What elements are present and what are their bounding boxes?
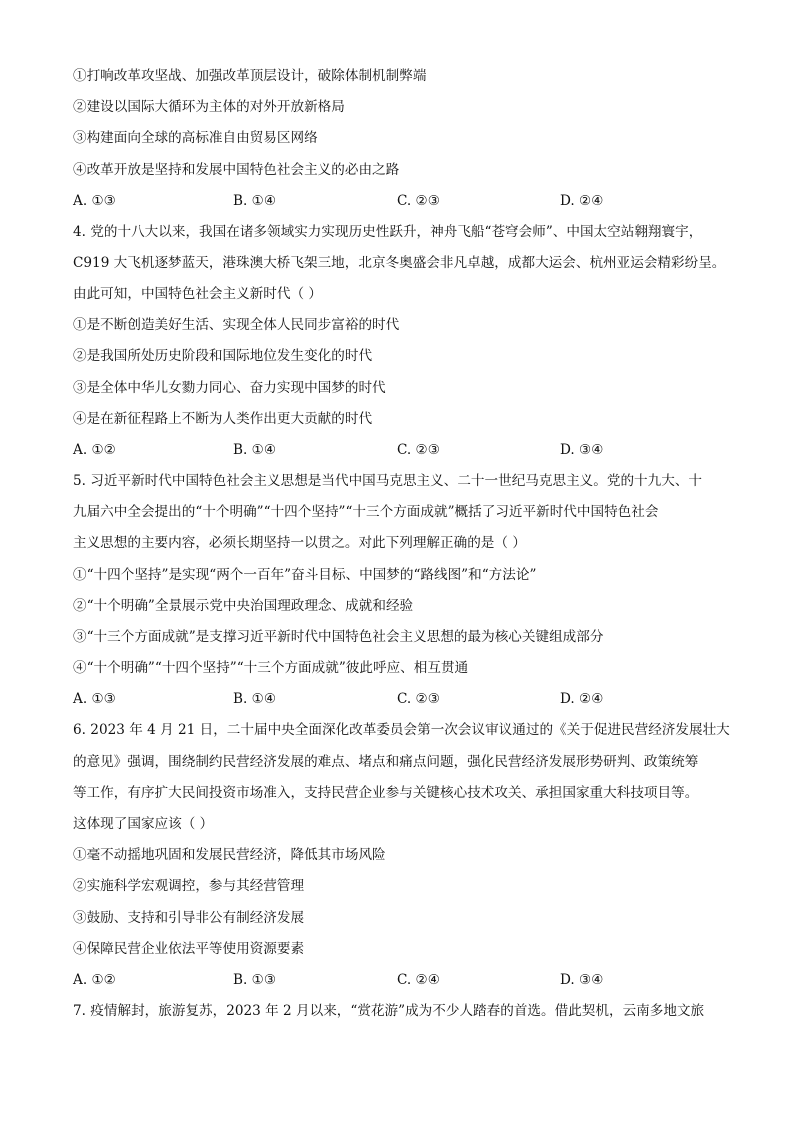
q5-item-3: ③“十三个方面成就”是支撑习近平新时代中国特色社会主义思想的最为核心关键组成部分: [73, 629, 604, 645]
q4-stem-line-1: 4. 党的十八大以来，我国在诸多领域实力实现历史性跃升，神舟飞船“苍穹会师”、中国太空站翱翔寰宇，: [73, 224, 703, 240]
q6-stem-line-2: 的意见》强调，围绕制约民营经济发展的难点、堵点和痛点问题，强化民营经济发展形势研判、政策统筹: [73, 754, 699, 770]
q6-stem-line-4: 这体现了国家应该（ ）: [73, 816, 214, 832]
q5-item-2: ②“十个明确”全景展示党中央治国理政理念、成就和经验: [73, 598, 414, 614]
q4-option-d: D. ③④: [560, 442, 604, 458]
q4-item-1: ①是不断创造美好生活、实现全体人民同步富裕的时代: [73, 317, 400, 333]
q3-item-2: ②建设以国际大循环为主体的对外开放新格局: [73, 99, 345, 115]
q5-item-1: ①“十四个坚持”是实现“两个一百年”奋斗目标、中国梦的“路线图”和“方法论”: [73, 567, 537, 583]
q4-stem-line-2: C919 大飞机逐梦蓝天，港珠澳大桥飞架三地，北京冬奥盛会非凡卓越，成都大运会、杭州亚运会精彩纷呈。: [73, 255, 726, 271]
q6-option-b: B. ①③: [233, 972, 277, 988]
q6-item-4: ④保障民营企业依法平等使用资源要素: [73, 941, 305, 957]
q4-item-4: ④是在新征程路上不断为人类作出更大贡献的时代: [73, 411, 373, 427]
q5-option-c: C. ②③: [397, 691, 440, 707]
q3-option-b: B. ①④: [233, 193, 277, 209]
q6-options: [73, 970, 733, 990]
q4-option-c: C. ②③: [397, 442, 440, 458]
q3-option-c: C. ②③: [397, 193, 440, 209]
q4-item-2: ②是我国所处历史阶段和国际地位发生变化的时代: [73, 348, 373, 364]
q3-option-a: A. ①③: [73, 193, 116, 209]
q4-option-b: B. ①④: [233, 442, 277, 458]
q6-stem-line-3: 等工作，有序扩大民间投资市场准入，支持民营企业参与关键核心技术攻关、承担国家重大科技项目等。: [73, 785, 699, 801]
q4-stem-line-3: 由此可知，中国特色社会主义新时代（ ）: [73, 286, 323, 302]
q6-item-3: ③鼓励、支持和引导非公有制经济发展: [73, 910, 305, 926]
q5-stem-line-2: 九届六中全会提出的“十个明确”“十四个坚持”“十三个方面成就”概括了习近平新时代中国特色社会: [73, 504, 659, 520]
q3-item-1: ①打响改革攻坚战、加强改革顶层设计，破除体制机制弊端: [73, 68, 427, 84]
q3-option-d: D. ②④: [560, 193, 604, 209]
q6-item-1: ①毫不动摇地巩固和发展民营经济，降低其市场风险: [73, 847, 386, 863]
q3-item-4: ④改革开放是坚持和发展中国特色社会主义的必由之路: [73, 162, 400, 178]
q4-item-3: ③是全体中华儿女勠力同心、奋力实现中国梦的时代: [73, 380, 386, 396]
q6-stem-line-1: 6. 2023 年 4 月 21 日，二十届中央全面深化改革委员会第一次会议审议通过的《关于促进民营经济发展壮大: [73, 722, 730, 738]
q5-option-a: A. ①③: [73, 691, 116, 707]
q3-options: [73, 191, 733, 211]
q5-option-b: B. ①④: [233, 691, 277, 707]
q6-option-a: A. ①②: [73, 972, 116, 988]
q3-item-3: ③构建面向全球的高标准自由贸易区网络: [73, 130, 318, 146]
q5-options: [73, 689, 733, 709]
q5-item-4: ④“十个明确”“十四个坚持”“十三个方面成就”彼此呼应、相互贯通: [73, 660, 469, 676]
q5-stem-line-1: 5. 习近平新时代中国特色社会主义思想是当代中国马克思主义、二十一世纪马克思主义。党的十九大、十: [73, 473, 703, 489]
q5-option-d: D. ②④: [560, 691, 604, 707]
q6-option-c: C. ②④: [397, 972, 440, 988]
q6-item-2: ②实施科学宏观调控，参与其经营管理: [73, 878, 305, 894]
q4-option-a: A. ①②: [73, 442, 116, 458]
q7-stem-line-1: 7. 疫情解封，旅游复苏，2023 年 2 月以来，“赏花游”成为不少人踏春的首选。借此契机，云南多地文旅: [73, 1003, 705, 1019]
q4-options: [73, 440, 733, 460]
q6-option-d: D. ③④: [560, 972, 604, 988]
q5-stem-line-3: 主义思想的主要内容，必须长期坚持一以贯之。对此下列理解正确的是（ ）: [73, 535, 526, 551]
